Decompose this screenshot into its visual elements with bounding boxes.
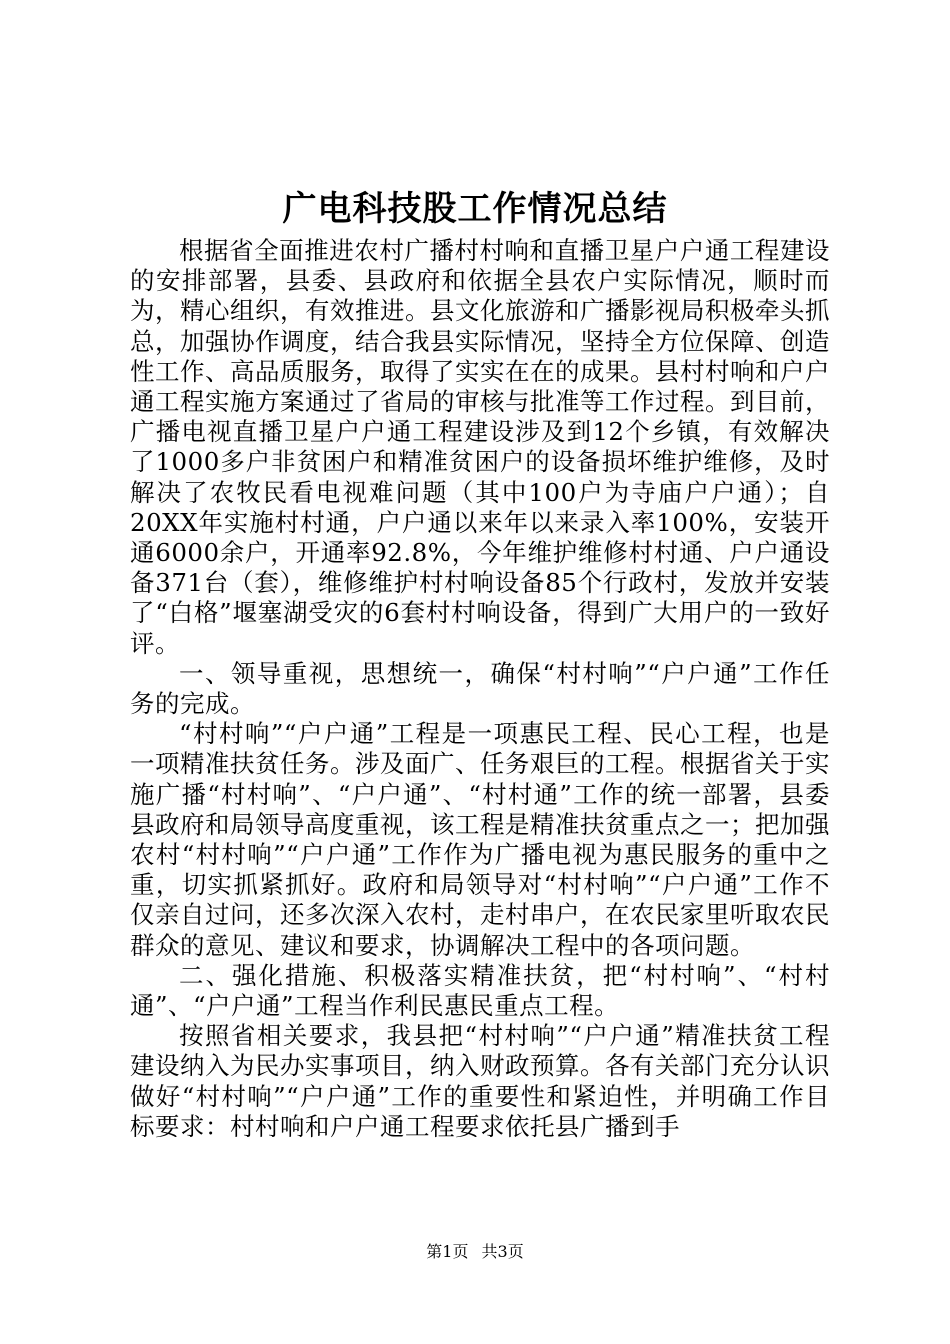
page-number: 第1页 (426, 1242, 469, 1261)
section-heading-1: 一、领导重视，思想统一，确保“村村响”“户户通”工作任务的完成。 (130, 658, 830, 719)
paragraph-intro: 根据省全面推进农村广播村村响和直播卫星户户通工程建设的安排部署，县委、县政府和依据全县农户实际情况，顺时而为，精心组织，有效推进。县文化旅游和广播影视局积极牵头抓总，加强协作调度，结合我县实际情况，坚持全方位保障、创造性工作、高品质服务，取得了实实在在的成果。县村村响和户户通工程实施方案通过了省局的审核与批准等工作过程。到目前，广播电视直播卫星户户通工程建设涉及到12个乡镇，有效解决了1000多户非贫困户和精准贫困户的设备损坏维护维修，及时解决了农牧民看电视难问题（其中100户为寺庙户户通）；自20XX年实施村村通，户户通以来年以来录入率100%，安装开通6000余户，开通率92.8%，今年维护维修村村通、户户通设备371台（套），维修维护村村响设备85个行政村，发放并安装了“白格”堰塞湖受灾的6套村村响设备，得到广大用户的一致好评。 (130, 236, 830, 658)
paragraph-section-1: “村村响”“户户通”工程是一项惠民工程、民心工程，也是一项精准扶贫任务。涉及面广、任务艰巨的工程。根据省关于实施广播“村村响”、“户户通”、“村村通”工作的统一部署，县委县政府和局领导高度重视，该工程是精准扶贫重点之一；把加强农村“村村响”“户户通”工作作为广播电视为惠民服务的重中之重，切实抓紧抓好。政府和局领导对“村村响”“户户通”工作不仅亲自过问，还多次深入农村，走村串户，在农民家里听取农民群众的意见、建议和要求，协调解决工程中的各项问题。 (130, 719, 830, 960)
section-heading-2: 二、强化措施、积极落实精准扶贫，把“村村响”、“村村通”、“户户通”工程当作利民惠民重点工程。 (130, 960, 830, 1021)
page-total: 共3页 (481, 1242, 524, 1261)
document-body (130, 236, 830, 1142)
page-footer (0, 1240, 950, 1264)
document-title: 广电科技股工作情况总结 (282, 189, 668, 229)
paragraph-section-2: 按照省相关要求，我县把“村村响”“户户通”精准扶贫工程建设纳入为民办实事项目，纳入财政预算。各有关部门充分认识做好“村村响”“户户通”工作的重要性和紧迫性，并明确工作目标要求：村村响和户户通工程要求依托县广播到手 (130, 1021, 830, 1141)
